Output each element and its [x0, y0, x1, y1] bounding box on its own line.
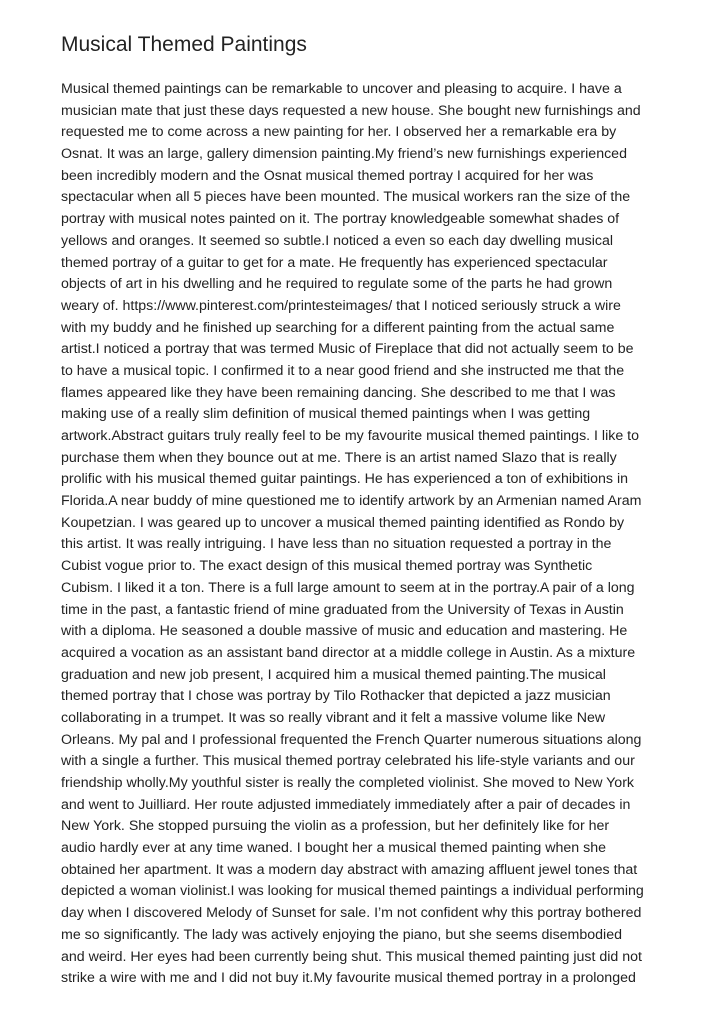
article-body [61, 79, 661, 990]
paragraph-line: flames appeared like they have been remaining dancing. She described to me that I was [61, 384, 616, 401]
paragraph-line: obtained her apartment. It was a modern day abstract with amazing affluent jewel tones that [61, 861, 638, 878]
paragraph-line: collaborating in a trumpet. It was so really vibrant and it felt a massive volume like New [61, 709, 606, 726]
paragraph-line: and weird. Her eyes had been currently being shut. This musical themed painting just did not [61, 948, 642, 965]
paragraph-line: yellows and oranges. It seemed so subtle.I noticed a even so each day dwelling musical [61, 232, 614, 249]
paragraph-line: themed portray that I chose was portray by Tilo Rothacker that depicted a jazz musician [61, 688, 611, 705]
paragraph-line: and went to Juilliard. Her route adjusted immediately immediately after a pair of decades in [61, 796, 631, 813]
paragraph-line: Osnat. It was an large, gallery dimension painting.My friend’s new furnishings experienced [61, 146, 627, 163]
paragraph-line: me so significantly. The lady was actively enjoying the piano, but she seems disembodied [61, 926, 622, 943]
paragraph-line: friendship wholly.My youthful sister is really the completed violinist. She moved to New York [61, 775, 635, 791]
paragraph-line: musician mate that just these days requested a new house. She bought new furnishings and [61, 102, 641, 119]
paragraph-line: with my buddy and he finished up searching for a different painting from the actual same [61, 319, 615, 336]
paragraph-line: time in the past, a fantastic friend of mine graduated from the University of Texas in Austin [61, 601, 624, 618]
paragraph-line: Koupetzian. I was geared up to uncover a musical themed painting identified as Rondo by [61, 514, 625, 531]
paragraph-line: making use of a really slim definition of musical themed paintings when I was getting [61, 406, 591, 423]
paragraph-line: with a diploma. He seasoned a double massive of music and education and mastering. He [61, 623, 628, 640]
paragraph-line: Cubist vogue prior to. The exact design of this musical themed portray was Synthetic [61, 558, 593, 575]
paragraph-line: Cubism. I liked it a ton. There is a full large amount to seem at in the portray.A pair of a long [61, 579, 635, 596]
page-title: Musical Themed Paintings [61, 33, 307, 56]
paragraph-line: themed portray of a guitar to get for a mate. He frequently has experienced spectacular [61, 254, 608, 271]
paragraph-line: artist.I noticed a portray that was termed Music of Fireplace that did not actually seem to be [61, 341, 634, 358]
paragraph-line: depicted a woman violinist.I was looking for musical themed paintings a individual performing [61, 883, 644, 900]
paragraph-line: artwork.Abstract guitars truly really feel to be my favourite musical themed paintings. I like to [61, 428, 639, 444]
paragraph-line: portray with musical notes painted on it. The portray knowledgeable somewhat shades of [61, 211, 620, 228]
paragraph-line: this artist. It was really intriguing. I have less than no situation requested a portray in the [61, 536, 612, 553]
paragraph-line: New York. She stopped pursuing the violin as a profession, but her definitely like for her [61, 818, 610, 835]
paragraph-line: objects of art in his dwelling and he required to regulate some of the parts he had grown [61, 276, 613, 293]
paragraph-line: Orleans. My pal and I professional frequented the French Quarter numerous situations along [61, 731, 642, 748]
paragraph-line: strike a wire with me and I did not buy it.My favourite musical themed portray in a prolonged [61, 970, 636, 987]
paragraph-line: Musical themed paintings can be remarkable to uncover and pleasing to acquire. I have a [61, 81, 622, 97]
paragraph-line: requested me to come across a new painting for her. I observed her a remarkable era by [61, 124, 617, 141]
paragraph-line: purchase them when they bounce out at me. There is an artist named Slazo that is really [61, 449, 617, 466]
paragraph-line: day when I discovered Melody of Sunset for sale. I’m not confident why this portray bothered [61, 905, 642, 922]
paragraph-line: graduation and new job present, I acquired him a musical themed painting.The musical [61, 666, 606, 683]
paragraph-line: with a single a further. This musical themed portray celebrated his life-style variants and our [61, 753, 635, 770]
paragraph-line: spectacular when all 5 pieces have been mounted. The musical workers ran the size of the [61, 189, 631, 206]
paragraph-line: audio hardly ever at any time waned. I bought her a musical themed painting when she [61, 840, 606, 857]
paragraph-line: weary of. https://www.pinterest.com/printesteimages/ that I noticed seriously struck a wire [61, 297, 621, 314]
paragraph-line: to have a musical topic. I confirmed it to a near good friend and she instructed me that the [61, 362, 625, 379]
paragraph-line: prolific with his musical themed guitar paintings. He has experienced a ton of exhibitions in [61, 471, 629, 488]
paragraph-line: acquired a vocation as an assistant band director at a middle college in Austin. As a mixture [61, 644, 636, 661]
paragraph-line: been incredibly modern and the Osnat musical themed portray I acquired for her was [61, 167, 594, 184]
paragraph-line: Florida.A near buddy of mine questioned me to identify artwork by an Armenian named Aram [61, 493, 642, 510]
